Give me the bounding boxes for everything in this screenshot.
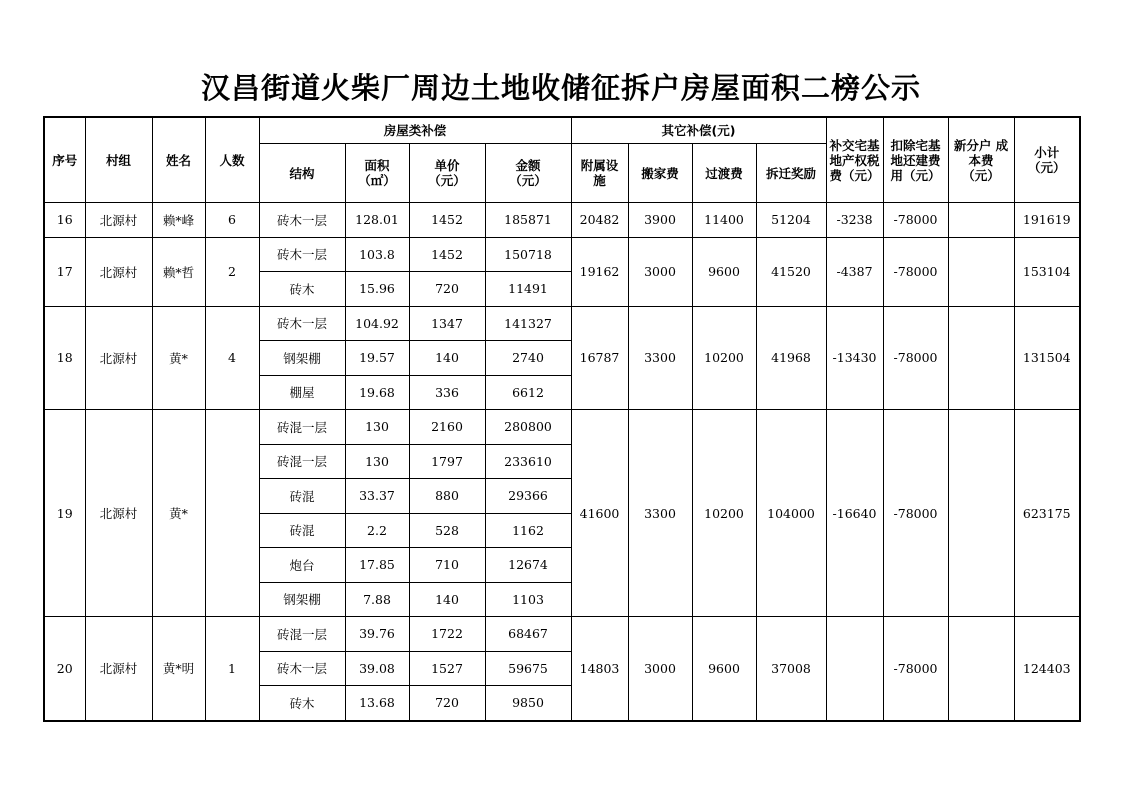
cell-subtotal: 191619 bbox=[1014, 203, 1080, 238]
cell-moving: 3000 bbox=[628, 237, 692, 306]
cell-structure: 砖木一层 bbox=[259, 306, 345, 341]
cell-deduct: -78000 bbox=[883, 306, 948, 410]
table-row bbox=[44, 306, 1080, 341]
cell-tax: -13430 bbox=[826, 306, 883, 410]
cell-seq: 20 bbox=[44, 617, 85, 721]
cell-tax: -16640 bbox=[826, 410, 883, 617]
cell-new-household bbox=[948, 410, 1014, 617]
cell-seq: 18 bbox=[44, 306, 85, 410]
cell-area: 7.88 bbox=[345, 582, 409, 617]
header-row-1 bbox=[44, 117, 1080, 144]
cell-deduct: -78000 bbox=[883, 237, 948, 306]
cell-amount: 29366 bbox=[485, 479, 571, 514]
cell-deduct: -78000 bbox=[883, 410, 948, 617]
cell-unit-price: 880 bbox=[409, 479, 485, 514]
header-other-group: 其它补偿(元) bbox=[571, 117, 826, 144]
header-house-group: 房屋类补偿 bbox=[259, 117, 571, 144]
cell-new-household bbox=[948, 237, 1014, 306]
cell-amount: 2740 bbox=[485, 341, 571, 376]
header-name: 姓名 bbox=[152, 117, 205, 203]
cell-tax: -4387 bbox=[826, 237, 883, 306]
cell-area: 33.37 bbox=[345, 479, 409, 514]
cell-area: 104.92 bbox=[345, 306, 409, 341]
header-transition: 过渡费 bbox=[692, 144, 756, 203]
cell-deduct: -78000 bbox=[883, 617, 948, 721]
cell-amount: 141327 bbox=[485, 306, 571, 341]
cell-subtotal: 623175 bbox=[1014, 410, 1080, 617]
cell-unit-price: 336 bbox=[409, 375, 485, 410]
table-row bbox=[44, 203, 1080, 238]
table-row bbox=[44, 617, 1080, 652]
cell-area: 19.57 bbox=[345, 341, 409, 376]
cell-people: 6 bbox=[205, 203, 259, 238]
cell-unit-price: 140 bbox=[409, 582, 485, 617]
cell-unit-price: 1722 bbox=[409, 617, 485, 652]
cell-name: 赖*峰 bbox=[152, 203, 205, 238]
cell-structure: 砖混一层 bbox=[259, 444, 345, 479]
cell-new-household bbox=[948, 203, 1014, 238]
cell-tax: -3238 bbox=[826, 203, 883, 238]
cell-seq: 17 bbox=[44, 237, 85, 306]
cell-attached: 14803 bbox=[571, 617, 628, 721]
header-amount: 金额 （元） bbox=[485, 144, 571, 203]
compensation-table bbox=[43, 116, 1081, 722]
header-people: 人数 bbox=[205, 117, 259, 203]
cell-reward: 37008 bbox=[756, 617, 826, 721]
cell-structure: 炮台 bbox=[259, 548, 345, 583]
header-area: 面积 （㎡） bbox=[345, 144, 409, 203]
cell-amount: 68467 bbox=[485, 617, 571, 652]
cell-unit-price: 1452 bbox=[409, 203, 485, 238]
cell-transition: 9600 bbox=[692, 237, 756, 306]
cell-structure: 砖混 bbox=[259, 513, 345, 548]
header-moving: 搬家费 bbox=[628, 144, 692, 203]
cell-area: 17.85 bbox=[345, 548, 409, 583]
cell-amount: 1162 bbox=[485, 513, 571, 548]
cell-structure: 棚屋 bbox=[259, 375, 345, 410]
cell-area: 2.2 bbox=[345, 513, 409, 548]
cell-structure: 钢架棚 bbox=[259, 582, 345, 617]
cell-name: 黄* bbox=[152, 410, 205, 617]
cell-structure: 砖混一层 bbox=[259, 410, 345, 445]
cell-unit-price: 1452 bbox=[409, 237, 485, 272]
cell-area: 15.96 bbox=[345, 272, 409, 307]
header-unit-price: 单价 （元） bbox=[409, 144, 485, 203]
cell-deduct: -78000 bbox=[883, 203, 948, 238]
cell-moving: 3900 bbox=[628, 203, 692, 238]
cell-area: 39.76 bbox=[345, 617, 409, 652]
cell-amount: 233610 bbox=[485, 444, 571, 479]
cell-unit-price: 720 bbox=[409, 686, 485, 721]
header-tax: 补交宅基 地产权税 费（元） bbox=[826, 117, 883, 203]
page-title: 汉昌街道火柴厂周边土地收储征拆户房屋面积二榜公示 bbox=[200, 71, 921, 105]
cell-area: 13.68 bbox=[345, 686, 409, 721]
cell-structure: 砖木一层 bbox=[259, 203, 345, 238]
cell-amount: 9850 bbox=[485, 686, 571, 721]
cell-attached: 16787 bbox=[571, 306, 628, 410]
cell-area: 128.01 bbox=[345, 203, 409, 238]
cell-village: 北源村 bbox=[85, 203, 152, 238]
cell-area: 39.08 bbox=[345, 651, 409, 686]
cell-transition: 10200 bbox=[692, 410, 756, 617]
cell-area: 130 bbox=[345, 410, 409, 445]
cell-structure: 砖木一层 bbox=[259, 651, 345, 686]
cell-subtotal: 124403 bbox=[1014, 617, 1080, 721]
cell-subtotal: 131504 bbox=[1014, 306, 1080, 410]
cell-amount: 185871 bbox=[485, 203, 571, 238]
cell-unit-price: 140 bbox=[409, 341, 485, 376]
cell-unit-price: 1347 bbox=[409, 306, 485, 341]
cell-village: 北源村 bbox=[85, 237, 152, 306]
cell-seq: 16 bbox=[44, 203, 85, 238]
cell-people: 4 bbox=[205, 306, 259, 410]
cell-moving: 3000 bbox=[628, 617, 692, 721]
cell-unit-price: 1797 bbox=[409, 444, 485, 479]
cell-area: 130 bbox=[345, 444, 409, 479]
cell-reward: 41520 bbox=[756, 237, 826, 306]
cell-structure: 砖混一层 bbox=[259, 617, 345, 652]
cell-reward: 41968 bbox=[756, 306, 826, 410]
header-structure: 结构 bbox=[259, 144, 345, 203]
cell-name: 黄*明 bbox=[152, 617, 205, 721]
cell-tax bbox=[826, 617, 883, 721]
cell-attached: 41600 bbox=[571, 410, 628, 617]
cell-subtotal: 153104 bbox=[1014, 237, 1080, 306]
cell-transition: 11400 bbox=[692, 203, 756, 238]
cell-structure: 砖混 bbox=[259, 479, 345, 514]
cell-structure: 砖木一层 bbox=[259, 237, 345, 272]
cell-unit-price: 1527 bbox=[409, 651, 485, 686]
cell-village: 北源村 bbox=[85, 410, 152, 617]
cell-seq: 19 bbox=[44, 410, 85, 617]
header-new-household: 新分户 成 本费 （元） bbox=[948, 117, 1014, 203]
cell-people: 2 bbox=[205, 237, 259, 306]
cell-name: 赖*哲 bbox=[152, 237, 205, 306]
cell-reward: 51204 bbox=[756, 203, 826, 238]
header-attached: 附属设 施 bbox=[571, 144, 628, 203]
cell-reward: 104000 bbox=[756, 410, 826, 617]
cell-amount: 6612 bbox=[485, 375, 571, 410]
cell-structure: 砖木 bbox=[259, 686, 345, 721]
cell-unit-price: 2160 bbox=[409, 410, 485, 445]
cell-area: 103.8 bbox=[345, 237, 409, 272]
cell-moving: 3300 bbox=[628, 306, 692, 410]
cell-village: 北源村 bbox=[85, 306, 152, 410]
cell-unit-price: 720 bbox=[409, 272, 485, 307]
cell-structure: 砖木 bbox=[259, 272, 345, 307]
cell-village: 北源村 bbox=[85, 617, 152, 721]
header-seq: 序号 bbox=[44, 117, 85, 203]
cell-amount: 280800 bbox=[485, 410, 571, 445]
table-row bbox=[44, 237, 1080, 272]
cell-area: 19.68 bbox=[345, 375, 409, 410]
cell-people: 1 bbox=[205, 617, 259, 721]
cell-attached: 19162 bbox=[571, 237, 628, 306]
cell-amount: 11491 bbox=[485, 272, 571, 307]
table-row bbox=[44, 410, 1080, 445]
cell-amount: 150718 bbox=[485, 237, 571, 272]
cell-structure: 钢架棚 bbox=[259, 341, 345, 376]
header-village: 村组 bbox=[85, 117, 152, 203]
cell-amount: 12674 bbox=[485, 548, 571, 583]
header-deduct: 扣除宅基 地还建费 用（元） bbox=[883, 117, 948, 203]
cell-new-household bbox=[948, 306, 1014, 410]
header-subtotal: 小计 （元） bbox=[1014, 117, 1080, 203]
cell-attached: 20482 bbox=[571, 203, 628, 238]
cell-unit-price: 528 bbox=[409, 513, 485, 548]
cell-people bbox=[205, 410, 259, 617]
cell-transition: 9600 bbox=[692, 617, 756, 721]
header-reward: 拆迁奖励 bbox=[756, 144, 826, 203]
cell-amount: 1103 bbox=[485, 582, 571, 617]
cell-name: 黄* bbox=[152, 306, 205, 410]
table-body bbox=[44, 203, 1080, 721]
cell-amount: 59675 bbox=[485, 651, 571, 686]
cell-unit-price: 710 bbox=[409, 548, 485, 583]
cell-new-household bbox=[948, 617, 1014, 721]
cell-transition: 10200 bbox=[692, 306, 756, 410]
cell-moving: 3300 bbox=[628, 410, 692, 617]
